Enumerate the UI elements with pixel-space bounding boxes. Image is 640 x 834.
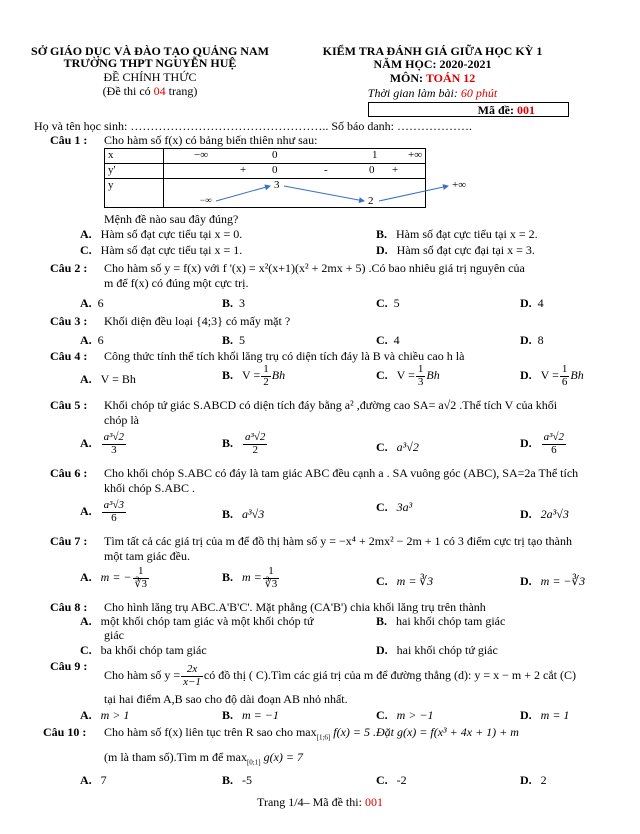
q3-option-c (376, 333, 400, 348)
option-letter: C. (376, 333, 388, 347)
option-letter: B. (222, 708, 234, 722)
q2-option-d (520, 296, 544, 311)
fraction (263, 566, 280, 590)
fraction (261, 364, 271, 388)
page-footer (0, 795, 640, 810)
exam-code-label: Mã đề: (477, 103, 517, 117)
q5-label: Câu 5 : (50, 398, 88, 412)
q3-option-a (80, 333, 104, 348)
page-count-suffix: trang) (165, 84, 198, 98)
option-letter: D. (520, 773, 532, 787)
q4-option-a (80, 372, 136, 387)
option-text: 4 (393, 333, 400, 347)
q6-text-line2: khối chóp S.ABC . (104, 481, 196, 495)
q7-text-line2: một tam giác đều. (104, 549, 190, 563)
subject-value: TOÁN 12 (425, 71, 476, 85)
q8-text: Cho hình lăng trụ ABC.A'B'C'. Mặt phẳng (CA'B') chia khối lăng trụ trên thành (104, 600, 486, 614)
q2-text-line1: Cho hàm số y = f(x) với f '(x) = x²(x+1)(x² + 2mx + 5) .Có bao nhiêu giá trị nguyên của (104, 261, 525, 275)
q10-option-a (80, 773, 107, 788)
q3-label: Câu 3 : (50, 314, 88, 328)
option-text: V = (242, 367, 261, 382)
q3-option-b (222, 333, 245, 348)
vt-arrow-up (216, 186, 270, 201)
page-count (20, 84, 280, 99)
numerator: a³√3 (103, 499, 125, 511)
option-text: m = ∛3 (396, 574, 434, 588)
denominator: 6 (561, 375, 568, 388)
q9-option-c (376, 708, 434, 723)
option-letter: B. (222, 333, 234, 347)
option-text: 2a³√3 (540, 507, 569, 521)
q7-option-b (222, 566, 280, 590)
q6-label: Câu 6 : (50, 466, 88, 480)
option-text: hai khối chóp tam giác (396, 614, 506, 628)
vt-x-row (164, 149, 426, 164)
q10-text-line2 (104, 750, 303, 765)
option-letter: D. (520, 333, 532, 347)
option-text: 5 (393, 296, 400, 310)
denominator: 3 (111, 443, 117, 456)
option-letter: D. (520, 574, 532, 588)
vt-yp-val: + (392, 163, 399, 176)
vt-y-max: 3 (274, 178, 280, 191)
department-name: SỞ GIÁO DỤC VÀ ĐÀO TẠO QUẢNG NAM (31, 44, 269, 58)
vt-y-minus-inf: −∞ (200, 194, 212, 205)
option-letter: D. (376, 243, 388, 257)
q1-option-d (376, 243, 535, 258)
option-text: m > −1 (396, 708, 434, 722)
official-label: ĐỀ CHÍNH THỨC (103, 70, 197, 84)
numerator: 1 (133, 566, 150, 579)
numerator: a³√2 (103, 431, 125, 443)
option-text: -5 (242, 773, 253, 787)
q7-label: Câu 7 : (50, 534, 88, 548)
option-letter: B. (222, 367, 234, 382)
option-text: 5 (239, 333, 246, 347)
time-value: 60 phút (460, 86, 498, 100)
q5-text-line1: Khối chóp tứ giác S.ABCD có diện tích đáy bằng a² ,đường cao SA= a√2 .Thể tích V của khối (104, 398, 558, 412)
q10-label: Câu 10 : (43, 725, 87, 739)
option-letter: C. (80, 643, 92, 657)
q1-label: Câu 1 : (50, 133, 88, 147)
vt-arrow-up (379, 186, 448, 201)
q1-text: Cho hàm số f(x) có bảng biến thiên như sau: (104, 133, 318, 147)
school-year: NĂM HỌC: 2020-2021 (373, 57, 492, 71)
q9-option-d (520, 708, 569, 723)
option-text: m = −∛3 (540, 574, 586, 588)
vt-x-val: −∞ (194, 149, 209, 161)
q6-option-b (222, 507, 264, 522)
option-letter: A. (80, 773, 92, 787)
option-text: Bh (271, 367, 286, 382)
denominator: x−1 (183, 675, 201, 688)
q3-text: Khối diện đều loại {4;3} có mấy mặt ? (104, 314, 291, 328)
q8-option-c (80, 643, 207, 658)
option-text: Hàm số đạt cực tiểu tại x = 2. (396, 227, 538, 241)
q2-label: Câu 2 : (50, 261, 88, 275)
option-text: 2 (540, 773, 547, 787)
option-text: Bh (570, 367, 584, 382)
option-letter: A. (80, 296, 92, 310)
exam-code-box (368, 102, 569, 117)
vt-arrow-down (284, 186, 364, 201)
option-letter: A. (80, 569, 92, 584)
option-letter: A. (80, 503, 92, 518)
q9-text-post: có đồ thị ( C).Tìm các giá trị của m để đường thẳng (d): y = x − m + 2 cắt (C) (203, 667, 576, 682)
option-letter: A. (80, 708, 92, 722)
exam-code-value: 001 (517, 103, 535, 117)
fraction (181, 664, 203, 688)
option-text: 3a³ (396, 500, 413, 514)
q8-option-a (80, 614, 313, 629)
q7-text-line1: Tìm tất cả các giá trị của m để đồ thị hàm số y = −x⁴ + 2mx² − 2m + 1 có 3 điểm cực trị tạo thành (104, 534, 573, 548)
q5-option-c (376, 440, 419, 455)
q5-option-a (80, 432, 127, 456)
denominator: 2 (252, 443, 258, 456)
denominator: 6 (551, 443, 557, 456)
vt-y-label: y (105, 178, 164, 207)
option-text: ba khối chóp tam giác (100, 643, 207, 657)
option-letter: D. (520, 367, 532, 382)
option-text: Bh (426, 367, 440, 382)
option-text: m = −1 (242, 708, 279, 722)
fraction (560, 364, 570, 388)
option-text: 6 (97, 296, 104, 310)
option-text: 4 (537, 296, 544, 310)
vt-x-val: 1 (372, 149, 378, 161)
time-label: Thời gian làm bài: (367, 86, 461, 100)
q1-option-a (80, 227, 242, 242)
fraction (542, 432, 566, 456)
vt-y-row (164, 178, 467, 207)
q10-text-pre: Cho hàm số f(x) liên tục trên R sao cho max (104, 725, 317, 739)
option-letter: C. (376, 500, 388, 514)
vt-yp-row (164, 163, 426, 178)
option-text: V = Bh (100, 372, 136, 386)
vt-y-min: 2 (368, 194, 374, 207)
q4-option-d (520, 364, 584, 388)
fraction (133, 566, 150, 590)
q1-option-b (376, 227, 538, 242)
denominator: ∛3 (264, 577, 278, 590)
option-letter: B. (376, 614, 388, 628)
option-text: Hàm số đạt cực tiểu tại x = 0. (100, 227, 243, 241)
footer-prefix: Trang 1/4– Mã đề thi: (257, 795, 365, 809)
vt-yp-val: - (324, 163, 328, 176)
q8-option-d (376, 643, 498, 658)
numerator: 1 (263, 566, 280, 579)
q6-option-c (376, 500, 412, 515)
vt-yp-val: 0 (369, 163, 375, 176)
footer-code: 001 (364, 795, 383, 809)
q9-option-a (80, 708, 129, 723)
numerator: 2x (181, 664, 203, 677)
q8-option-b (376, 614, 505, 629)
option-text: Hàm số đạt cực đại tại x = 3. (396, 243, 535, 257)
vt-x-label: x (105, 149, 164, 164)
option-letter: D. (520, 296, 532, 310)
q5-text-line2: chóp là (104, 413, 139, 427)
vt-yp-val: 0 (272, 163, 278, 176)
subject-label: MÔN: (389, 71, 426, 85)
option-letter: A. (80, 227, 92, 241)
q9-text-line1 (104, 664, 576, 688)
q7-option-d (520, 574, 585, 589)
school-name: TRƯỜNG THPT NGUYỄN HUỆ (63, 56, 237, 70)
q5-option-d (520, 432, 567, 456)
q6-option-d (520, 507, 569, 522)
vt-yp-val: + (240, 163, 247, 176)
option-letter: A. (80, 435, 92, 450)
q10-text2-pre: (m là tham số).Tìm m để max (104, 750, 247, 764)
q1-prompt: Mệnh đề nào sau đây đúng? (104, 212, 239, 226)
option-letter: C. (376, 296, 388, 310)
q1-option-c (80, 243, 242, 258)
option-text: 8 (537, 333, 544, 347)
q10-option-b (222, 773, 252, 788)
q10-option-c (376, 773, 407, 788)
numerator: 1 (417, 363, 424, 375)
option-letter: A. (80, 333, 92, 347)
option-letter: D. (520, 708, 532, 722)
option-text: m = 1 (540, 708, 570, 722)
option-letter: C. (376, 367, 388, 382)
q7-option-c (376, 574, 433, 589)
q6-option-a (80, 500, 127, 524)
q9-text-line2: tại hai điểm A,B sao cho độ dài đoạn AB nhỏ nhất. (104, 692, 348, 706)
q4-option-b (222, 364, 285, 388)
option-text: một khối chóp tam giác và một khối chóp tứ (100, 614, 314, 628)
q10-text-post: f(x) = 5 .Đặt g(x) = f(x³ + 4x + 1) + m (333, 725, 519, 739)
option-letter: A. (80, 372, 92, 386)
option-text: m = (242, 569, 262, 584)
option-text: 6 (97, 333, 104, 347)
q7-option-a (80, 566, 150, 590)
option-text: V = (396, 367, 415, 382)
q10-text2-post: g(x) = 7 (263, 750, 303, 764)
option-letter: B. (222, 435, 234, 450)
option-letter: A. (80, 614, 92, 628)
option-letter: B. (222, 507, 234, 521)
vt-x-val: 0 (272, 149, 278, 161)
q9-option-b (222, 708, 279, 723)
denominator: ∛3 (134, 577, 148, 590)
q10-text-line1 (104, 725, 519, 740)
exam-title: KIỂM TRA ĐÁNH GIÁ GIỮA HỌC KỲ 1 (322, 44, 543, 58)
option-text: 7 (100, 773, 107, 787)
q10-option-d (520, 773, 547, 788)
numerator: a³√2 (245, 431, 266, 443)
q2-option-a (80, 296, 104, 311)
numerator: 1 (561, 363, 568, 375)
denominator: 2 (263, 375, 269, 388)
numerator: a³√2 (543, 431, 565, 443)
q6-text-line1: Cho khối chóp S.ABC có đáy là tam giác ABC đều cạnh a . SA vuông góc (ABC), SA=2a Thể tích (104, 466, 579, 480)
q10-max-interval-2: [0;1] (246, 758, 261, 767)
q8-label: Câu 8 : (50, 600, 88, 614)
option-letter: D. (520, 507, 532, 521)
q5-option-b (222, 432, 268, 456)
option-text: a³√2 (396, 440, 419, 454)
q4-label: Câu 4 : (50, 349, 88, 363)
option-text: V = (540, 367, 559, 382)
q10-max-interval: [1;6] (316, 733, 331, 742)
fraction (102, 500, 126, 524)
q8-option-a-cont: giác (104, 628, 124, 642)
option-text: m > 1 (100, 708, 130, 722)
fraction (243, 432, 267, 456)
denominator: 6 (111, 511, 117, 524)
option-letter: C. (376, 773, 388, 787)
subject (300, 71, 565, 86)
option-letter: B. (376, 227, 388, 241)
vt-x-val: +∞ (408, 149, 423, 161)
variation-table (104, 148, 467, 208)
option-letter: B. (222, 296, 234, 310)
option-letter: B. (222, 569, 234, 584)
option-letter: C. (80, 243, 92, 257)
page-count-prefix: (Đề thi có (102, 84, 154, 98)
denominator: 3 (417, 375, 424, 388)
q2-option-c (376, 296, 400, 311)
option-text: m = − (100, 569, 132, 584)
fraction (416, 364, 426, 388)
q9-label: Câu 9 : (50, 659, 88, 673)
option-text: a³√3 (242, 507, 265, 521)
option-letter: B. (222, 773, 234, 787)
q9-text-pre: Cho hàm số y = (104, 667, 181, 682)
option-text: -2 (396, 773, 407, 787)
fraction (102, 432, 126, 456)
q4-option-c (376, 364, 440, 388)
option-letter: C. (376, 574, 388, 588)
option-text: 3 (239, 296, 246, 310)
q2-text-line2: m để f(x) có đúng một cực trị. (104, 276, 249, 290)
q2-option-b (222, 296, 245, 311)
vt-yp-label: y' (105, 163, 164, 178)
vt-arrows (164, 179, 482, 209)
q4-text: Công thức tính thể tích khối lăng trụ có diện tích đáy là B và chiều cao h là (104, 349, 465, 363)
vt-y-plus-inf: +∞ (452, 178, 467, 191)
numerator: 1 (263, 363, 269, 375)
option-text: hai khối chóp tứ giác (396, 643, 498, 657)
student-info-line: Họ và tên học sinh: ………………………………………….. Số báo danh: ………………. (34, 119, 472, 133)
q3-option-d (520, 333, 544, 348)
option-letter: D. (376, 643, 388, 657)
option-letter: C. (376, 708, 388, 722)
page-count-number: 04 (153, 84, 166, 98)
option-letter: D. (520, 435, 532, 450)
option-text: Hàm số đạt cực tiểu tại x = 1. (100, 243, 243, 257)
option-letter: C. (376, 440, 388, 454)
time-limit (300, 86, 565, 101)
